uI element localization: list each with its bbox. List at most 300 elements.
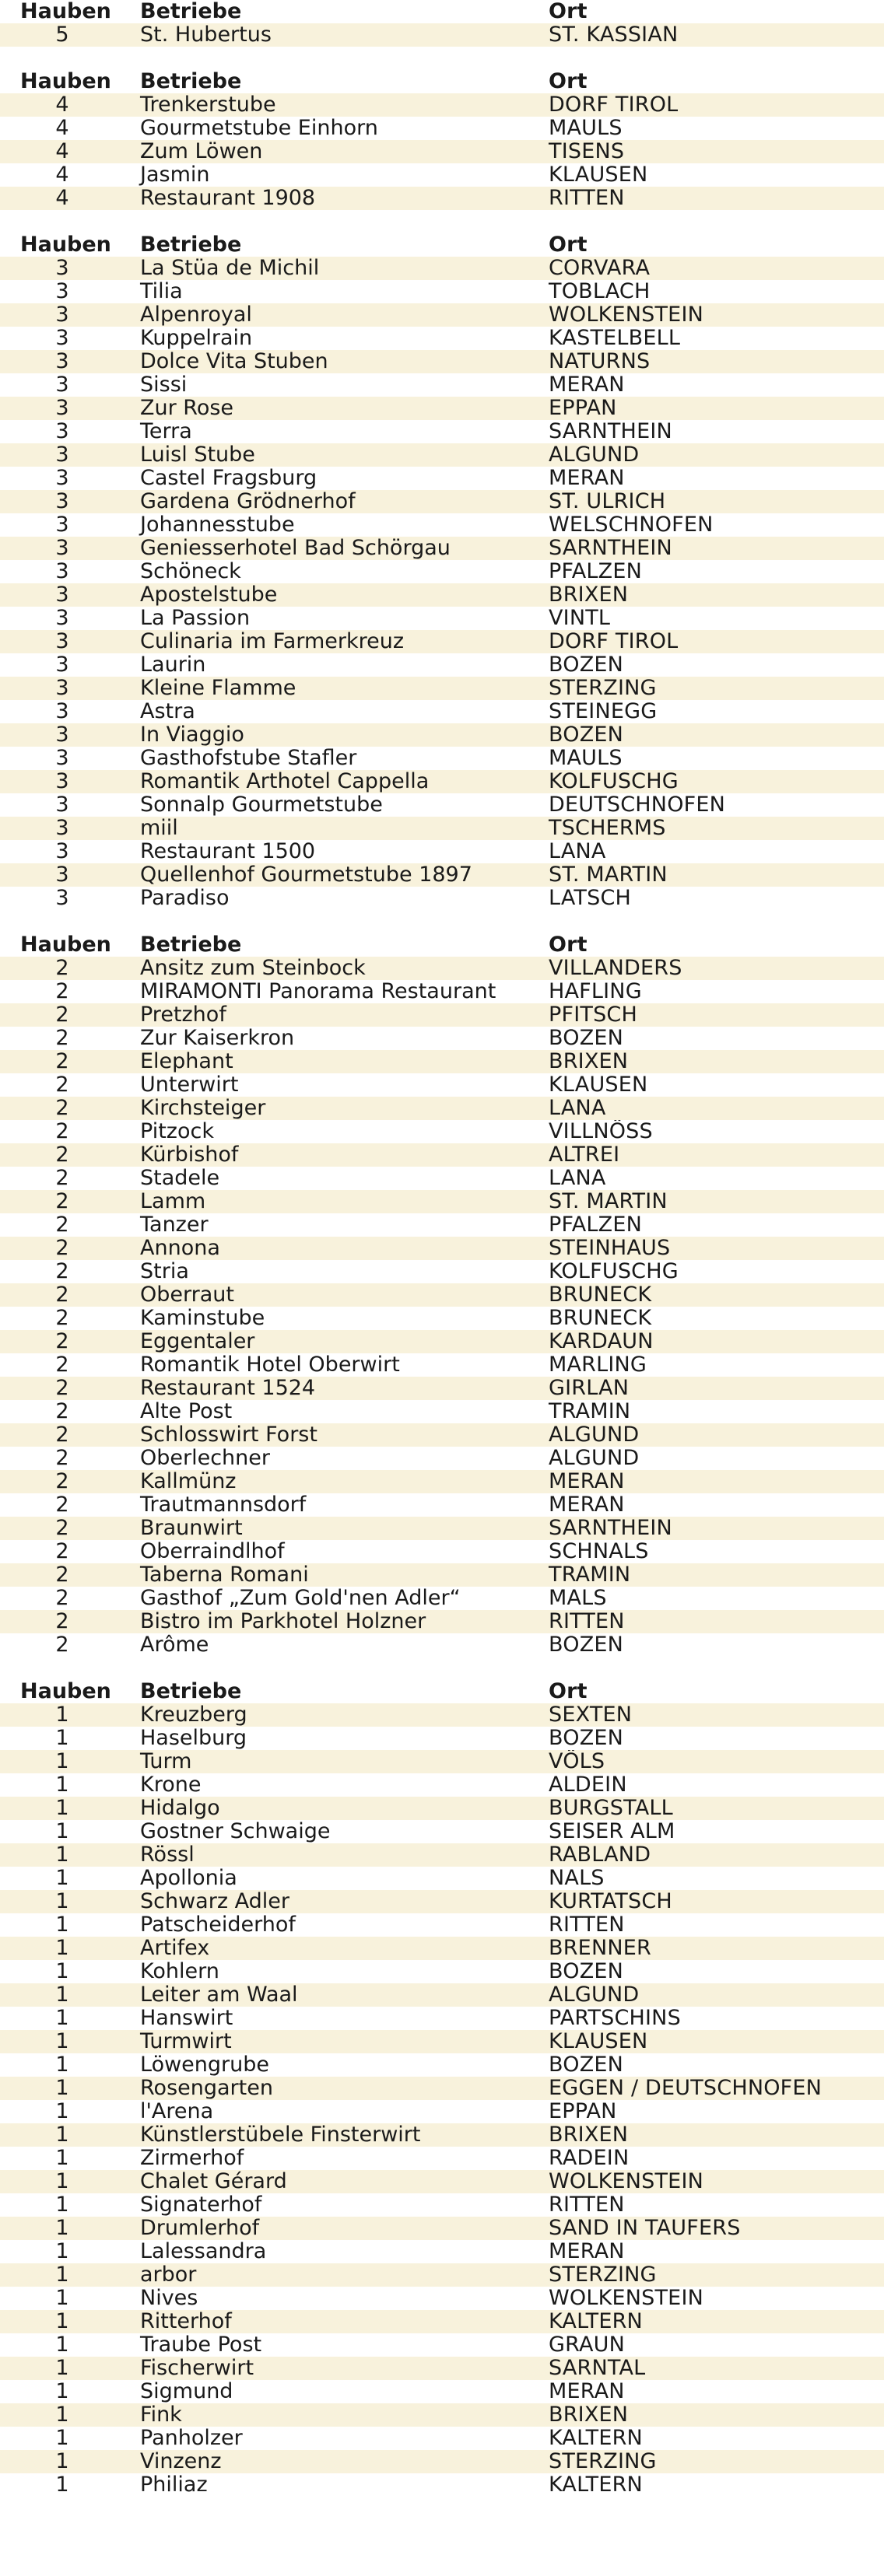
restaurant-location: TRAMIN — [549, 1400, 631, 1423]
table-row — [0, 397, 884, 420]
table-row — [0, 2100, 884, 2123]
restaurant-location: KASTELBELL — [549, 327, 681, 350]
restaurant-location: STERZING — [549, 2263, 657, 2287]
table-row — [0, 653, 884, 677]
hauben-count: 1 — [55, 2263, 69, 2287]
hauben-count: 5 — [55, 23, 69, 47]
restaurant-name: Löwengrube — [140, 2053, 269, 2077]
hauben-count: 3 — [55, 467, 69, 490]
restaurant-name: Pitzock — [140, 1120, 214, 1143]
restaurant-location: PFALZEN — [549, 560, 642, 583]
table-row — [0, 2240, 884, 2263]
table-row — [0, 1377, 884, 1400]
restaurant-location: RITTEN — [549, 1913, 625, 1937]
hauben-count: 2 — [55, 1307, 69, 1330]
hauben-count: 3 — [55, 280, 69, 303]
table-row — [0, 1703, 884, 1727]
table-row — [0, 420, 884, 443]
restaurant-location: RITTEN — [549, 2193, 625, 2217]
table-row — [0, 117, 884, 140]
hauben-count: 2 — [55, 1517, 69, 1540]
restaurant-location: VINTL — [549, 607, 611, 630]
hauben-count: 1 — [55, 2170, 69, 2193]
hauben-count: 2 — [55, 1190, 69, 1213]
header-ort: Ort — [549, 933, 588, 957]
hauben-count: 2 — [55, 1400, 69, 1423]
table-row — [0, 2263, 884, 2287]
restaurant-name: Hanswirt — [140, 2007, 233, 2030]
hauben-count: 2 — [55, 1540, 69, 1563]
table-row — [0, 2007, 884, 2030]
table-row — [0, 887, 884, 910]
hauben-count: 3 — [55, 607, 69, 630]
table-row — [0, 2170, 884, 2193]
hauben-count: 2 — [55, 1143, 69, 1167]
restaurant-location: ST. MARTIN — [549, 863, 668, 887]
restaurant-location: LANA — [549, 1167, 606, 1190]
hauben-count: 3 — [55, 863, 69, 887]
restaurant-name: Tanzer — [140, 1213, 209, 1237]
table-row — [0, 443, 884, 467]
restaurant-name: Kallmünz — [140, 1470, 237, 1493]
table-row — [0, 467, 884, 490]
restaurant-name: Annona — [140, 1237, 220, 1260]
restaurant-location: SCHNALS — [549, 1540, 649, 1563]
restaurant-name: Hidalgo — [140, 1797, 220, 1820]
restaurant-location: ST. ULRICH — [549, 490, 666, 513]
restaurant-location: MAULS — [549, 747, 623, 770]
header-hauben: Hauben — [20, 70, 111, 93]
header-hauben: Hauben — [20, 933, 111, 957]
restaurant-location: EPPAN — [549, 397, 617, 420]
restaurant-location: SARNTHEIN — [549, 1517, 672, 1540]
restaurant-name: St. Hubertus — [140, 23, 272, 47]
restaurant-name: Arôme — [140, 1633, 209, 1657]
table-row — [0, 490, 884, 513]
restaurant-location: GIRLAN — [549, 1377, 630, 1400]
restaurant-name: Paradiso — [140, 887, 230, 910]
restaurant-name: Vinzenz — [140, 2450, 222, 2473]
restaurant-name: Künstlerstübele Finsterwirt — [140, 2123, 421, 2147]
hauben-count: 1 — [55, 2357, 69, 2380]
restaurant-location: NALS — [549, 1867, 605, 1890]
restaurant-location: BOZEN — [549, 2053, 624, 2077]
table-row — [0, 2427, 884, 2450]
restaurant-location: VÖLS — [549, 1750, 605, 1773]
restaurant-name: Dolce Vita Stuben — [140, 350, 328, 373]
table-row — [0, 630, 884, 653]
restaurant-name: Ansitz zum Steinbock — [140, 957, 366, 980]
table-row — [0, 2310, 884, 2333]
header-hauben: Hauben — [20, 233, 111, 257]
restaurant-name: Kürbishof — [140, 1143, 239, 1167]
restaurant-name: Oberraindlhof — [140, 1540, 285, 1563]
table-row — [0, 1470, 884, 1493]
restaurant-location: HAFLING — [549, 980, 642, 1003]
header-ort: Ort — [549, 70, 588, 93]
restaurant-location: SARNTAL — [549, 2357, 646, 2380]
restaurant-location: KALTERN — [549, 2310, 643, 2333]
restaurant-location: LANA — [549, 1097, 606, 1120]
table-row — [0, 1143, 884, 1167]
restaurant-name: Johannesstube — [140, 513, 295, 537]
hauben-count: 1 — [55, 1867, 69, 1890]
hauben-count: 4 — [55, 187, 69, 210]
hauben-count: 1 — [55, 2100, 69, 2123]
restaurant-name: Philiaz — [140, 2473, 208, 2497]
table-row — [0, 2287, 884, 2310]
table-row — [0, 2030, 884, 2053]
hauben-section-2 — [0, 933, 884, 1657]
restaurant-location: VILLANDERS — [549, 957, 682, 980]
restaurant-location: LATSCH — [549, 887, 632, 910]
table-row — [0, 350, 884, 373]
restaurant-name: Turmwirt — [140, 2030, 232, 2053]
restaurant-location: BOZEN — [549, 1960, 624, 1983]
restaurant-location: RITTEN — [549, 187, 625, 210]
restaurant-location: WOLKENSTEIN — [549, 303, 704, 327]
table-row — [0, 1260, 884, 1283]
restaurant-name: Trenkerstube — [140, 93, 276, 117]
restaurant-location: STERZING — [549, 2450, 657, 2473]
table-row — [0, 1517, 884, 1540]
hauben-count: 4 — [55, 163, 69, 187]
restaurant-location: ALGUND — [549, 1447, 640, 1470]
section-spacer — [0, 910, 884, 933]
restaurant-name: Krone — [140, 1773, 202, 1797]
table-row — [0, 1003, 884, 1027]
restaurant-name: Elephant — [140, 1050, 233, 1073]
restaurant-location: BRIXEN — [549, 583, 629, 607]
hauben-count: 2 — [55, 1050, 69, 1073]
restaurant-location: BRUNECK — [549, 1283, 652, 1307]
restaurant-name: MIRAMONTI Panorama Restaurant — [140, 980, 496, 1003]
restaurant-location: BRIXEN — [549, 1050, 629, 1073]
hauben-count: 1 — [55, 2240, 69, 2263]
header-ort: Ort — [549, 0, 588, 23]
hauben-count: 2 — [55, 1330, 69, 1353]
restaurant-name: Oberraut — [140, 1283, 234, 1307]
header-betriebe: Betriebe — [140, 70, 242, 93]
restaurant-name: Quellenhof Gourmetstube 1897 — [140, 863, 472, 887]
restaurant-name: Tilia — [140, 280, 183, 303]
restaurant-location: DORF TIROL — [549, 93, 679, 117]
restaurant-name: Rössl — [140, 1843, 195, 1867]
restaurant-location: RABLAND — [549, 1843, 651, 1867]
restaurant-location: MERAN — [549, 1493, 625, 1517]
table-row — [0, 1073, 884, 1097]
restaurant-name: Sissi — [140, 373, 188, 397]
table-row — [0, 560, 884, 583]
restaurant-location: BRIXEN — [549, 2123, 629, 2147]
restaurant-name: Gasthofstube Stafler — [140, 747, 357, 770]
hauben-count: 1 — [55, 1797, 69, 1820]
restaurant-location: MERAN — [549, 373, 625, 397]
restaurant-location: KOLFUSCHG — [549, 770, 679, 793]
restaurant-name: Geniesserhotel Bad Schörgau — [140, 537, 451, 560]
hauben-count: 2 — [55, 1283, 69, 1307]
restaurant-location: RITTEN — [549, 1610, 625, 1633]
hauben-count: 1 — [55, 1843, 69, 1867]
restaurant-location: KLAUSEN — [549, 2030, 648, 2053]
hauben-count: 2 — [55, 1610, 69, 1633]
restaurant-name: Patscheiderhof — [140, 1913, 296, 1937]
hauben-count: 1 — [55, 2427, 69, 2450]
hauben-count: 1 — [55, 2380, 69, 2403]
restaurant-name: Gostner Schwaige — [140, 1820, 331, 1843]
restaurant-location: DEUTSCHNOFEN — [549, 793, 726, 817]
table-row — [0, 1237, 884, 1260]
table-row — [0, 2380, 884, 2403]
restaurant-name: Apostelstube — [140, 583, 278, 607]
restaurant-location: BOZEN — [549, 1027, 624, 1050]
restaurant-name: Jasmin — [140, 163, 210, 187]
restaurant-location: MERAN — [549, 2240, 625, 2263]
hauben-count: 2 — [55, 1633, 69, 1657]
table-row — [0, 513, 884, 537]
hauben-count: 3 — [55, 723, 69, 747]
hauben-section-5 — [0, 0, 884, 47]
header-betriebe: Betriebe — [140, 1680, 242, 1703]
restaurant-location: TOBLACH — [549, 280, 651, 303]
restaurant-location: TISENS — [549, 140, 625, 163]
table-row — [0, 1773, 884, 1797]
hauben-count: 3 — [55, 257, 69, 280]
hauben-count: 2 — [55, 1097, 69, 1120]
table-row — [0, 2147, 884, 2170]
table-row — [0, 1447, 884, 1470]
hauben-count: 1 — [55, 2007, 69, 2030]
restaurant-name: Oberlechner — [140, 1447, 270, 1470]
restaurant-location: KURTATSCH — [549, 1890, 672, 1913]
table-row — [0, 163, 884, 187]
hauben-count: 1 — [55, 2310, 69, 2333]
header-ort: Ort — [549, 233, 588, 257]
table-row — [0, 1913, 884, 1937]
restaurant-name: Terra — [140, 420, 192, 443]
restaurant-name: Eggentaler — [140, 1330, 255, 1353]
restaurant-location: MARLING — [549, 1353, 647, 1377]
restaurant-name: Nives — [140, 2287, 198, 2310]
table-row — [0, 2473, 884, 2497]
table-row — [0, 1423, 884, 1447]
restaurant-name: Zur Rose — [140, 397, 234, 420]
table-row — [0, 2193, 884, 2217]
hauben-count: 3 — [55, 793, 69, 817]
hauben-count: 1 — [55, 2077, 69, 2100]
table-row — [0, 770, 884, 793]
restaurant-name: Pretzhof — [140, 1003, 226, 1027]
hauben-count: 1 — [55, 2473, 69, 2497]
restaurant-name: Restaurant 1500 — [140, 840, 316, 863]
table-row — [0, 257, 884, 280]
table-row — [0, 1937, 884, 1960]
table-row — [0, 1820, 884, 1843]
hauben-count: 1 — [55, 2450, 69, 2473]
table-row — [0, 957, 884, 980]
restaurant-name: Laurin — [140, 653, 206, 677]
table-row — [0, 2217, 884, 2240]
hauben-count: 3 — [55, 490, 69, 513]
hauben-count: 2 — [55, 1587, 69, 1610]
table-row — [0, 2403, 884, 2427]
restaurant-name: Astra — [140, 700, 195, 723]
restaurant-name: Romantik Arthotel Cappella — [140, 770, 430, 793]
section-spacer — [0, 210, 884, 233]
restaurant-name: Alpenroyal — [140, 303, 252, 327]
table-row — [0, 863, 884, 887]
restaurant-name: Fink — [140, 2403, 182, 2427]
table-row — [0, 1610, 884, 1633]
restaurant-location: TRAMIN — [549, 1563, 631, 1587]
hauben-count: 3 — [55, 373, 69, 397]
restaurant-name: Schöneck — [140, 560, 241, 583]
hauben-count: 2 — [55, 1493, 69, 1517]
table-row — [0, 1727, 884, 1750]
restaurant-location: WELSCHNOFEN — [549, 513, 714, 537]
hauben-count: 1 — [55, 1703, 69, 1727]
restaurant-name: Culinaria im Farmerkreuz — [140, 630, 405, 653]
restaurant-location: SEISER ALM — [549, 1820, 675, 1843]
table-row — [0, 1587, 884, 1610]
hauben-count: 1 — [55, 2287, 69, 2310]
restaurant-name: Luisl Stube — [140, 443, 255, 467]
restaurant-name: Signaterhof — [140, 2193, 262, 2217]
hauben-count: 1 — [55, 1937, 69, 1960]
restaurant-name: Alte Post — [140, 1400, 233, 1423]
restaurant-location: ALGUND — [549, 1983, 640, 2007]
restaurant-location: KALTERN — [549, 2427, 643, 2450]
restaurant-name: Stria — [140, 1260, 189, 1283]
restaurant-name: Rosengarten — [140, 2077, 273, 2100]
restaurant-name: Sigmund — [140, 2380, 233, 2403]
restaurant-name: Taberna Romani — [140, 1563, 309, 1587]
restaurant-location: KALTERN — [549, 2473, 643, 2497]
restaurant-location: KOLFUSCHG — [549, 1260, 679, 1283]
restaurant-location: ALGUND — [549, 443, 640, 467]
hauben-count: 3 — [55, 560, 69, 583]
restaurant-name: Kleine Flamme — [140, 677, 296, 700]
table-row — [0, 2123, 884, 2147]
table-row — [0, 1027, 884, 1050]
restaurant-name: Kuppelrain — [140, 327, 253, 350]
restaurant-name: Zur Kaiserkron — [140, 1027, 295, 1050]
table-row — [0, 373, 884, 397]
restaurant-name: Braunwirt — [140, 1517, 243, 1540]
table-row — [0, 1097, 884, 1120]
table-row — [0, 583, 884, 607]
header-row — [0, 0, 884, 23]
section-spacer — [0, 1657, 884, 1680]
hauben-count: 3 — [55, 770, 69, 793]
table-row — [0, 700, 884, 723]
table-row — [0, 1960, 884, 1983]
restaurant-location: DORF TIROL — [549, 630, 679, 653]
hauben-count: 2 — [55, 1073, 69, 1097]
table-row — [0, 1353, 884, 1377]
restaurant-name: l'Arena — [140, 2100, 214, 2123]
restaurant-name: Unterwirt — [140, 1073, 239, 1097]
hauben-count: 3 — [55, 420, 69, 443]
table-row — [0, 2333, 884, 2357]
restaurant-location: BRIXEN — [549, 2403, 629, 2427]
table-row — [0, 1493, 884, 1517]
restaurant-location: BOZEN — [549, 653, 624, 677]
header-row — [0, 933, 884, 957]
hauben-count: 3 — [55, 630, 69, 653]
table-row — [0, 1050, 884, 1073]
restaurant-name: Kirchsteiger — [140, 1097, 266, 1120]
restaurant-name: Sonnalp Gourmetstube — [140, 793, 383, 817]
hauben-count: 1 — [55, 1890, 69, 1913]
restaurant-name: La Passion — [140, 607, 251, 630]
hauben-count: 1 — [55, 2123, 69, 2147]
restaurant-location: STEINEGG — [549, 700, 658, 723]
hauben-count: 2 — [55, 1167, 69, 1190]
restaurant-location: EGGEN / DEUTSCHNOFEN — [549, 2077, 823, 2100]
restaurant-location: CORVARA — [549, 257, 651, 280]
hauben-count: 1 — [55, 2333, 69, 2357]
restaurant-name: Castel Fragsburg — [140, 467, 317, 490]
hauben-count: 2 — [55, 1213, 69, 1237]
restaurant-name: Lamm — [140, 1190, 206, 1213]
hauben-count: 4 — [55, 93, 69, 117]
table-row — [0, 723, 884, 747]
table-row — [0, 677, 884, 700]
restaurant-location: GRAUN — [549, 2333, 626, 2357]
restaurant-name: Schlosswirt Forst — [140, 1423, 317, 1447]
hauben-count: 3 — [55, 583, 69, 607]
hauben-section-3 — [0, 233, 884, 910]
hauben-count: 2 — [55, 1470, 69, 1493]
table-row — [0, 1563, 884, 1587]
restaurant-location: PARTSCHINS — [549, 2007, 681, 2030]
restaurant-location: ALGUND — [549, 1423, 640, 1447]
restaurant-name: arbor — [140, 2263, 197, 2287]
table-row — [0, 2053, 884, 2077]
hauben-section-1 — [0, 1680, 884, 2497]
restaurant-location: LANA — [549, 840, 606, 863]
restaurant-name: miil — [140, 817, 178, 840]
restaurant-name: Apollonia — [140, 1867, 237, 1890]
restaurant-name: Restaurant 1908 — [140, 187, 316, 210]
restaurant-location: SEXTEN — [549, 1703, 633, 1727]
restaurant-location: PFITSCH — [549, 1003, 637, 1027]
header-betriebe: Betriebe — [140, 933, 242, 957]
restaurant-name: Gourmetstube Einhorn — [140, 117, 378, 140]
restaurant-name: Stadele — [140, 1167, 220, 1190]
restaurant-location: KLAUSEN — [549, 1073, 648, 1097]
header-betriebe: Betriebe — [140, 233, 242, 257]
hauben-count: 3 — [55, 700, 69, 723]
hauben-count: 4 — [55, 140, 69, 163]
table-row — [0, 817, 884, 840]
restaurant-location: NATURNS — [549, 350, 651, 373]
restaurant-name: La Stüa de Michil — [140, 257, 320, 280]
restaurant-location: MERAN — [549, 1470, 625, 1493]
header-ort: Ort — [549, 1680, 588, 1703]
restaurant-location: STEINHAUS — [549, 1237, 671, 1260]
restaurant-name: Fischerwirt — [140, 2357, 254, 2380]
restaurant-location: STERZING — [549, 677, 657, 700]
restaurant-name: Schwarz Adler — [140, 1890, 289, 1913]
header-row — [0, 70, 884, 93]
restaurant-location: BOZEN — [549, 723, 624, 747]
restaurant-location: WOLKENSTEIN — [549, 2170, 704, 2193]
hauben-count: 3 — [55, 677, 69, 700]
restaurant-name: Kohlern — [140, 1960, 219, 1983]
hauben-count: 3 — [55, 350, 69, 373]
